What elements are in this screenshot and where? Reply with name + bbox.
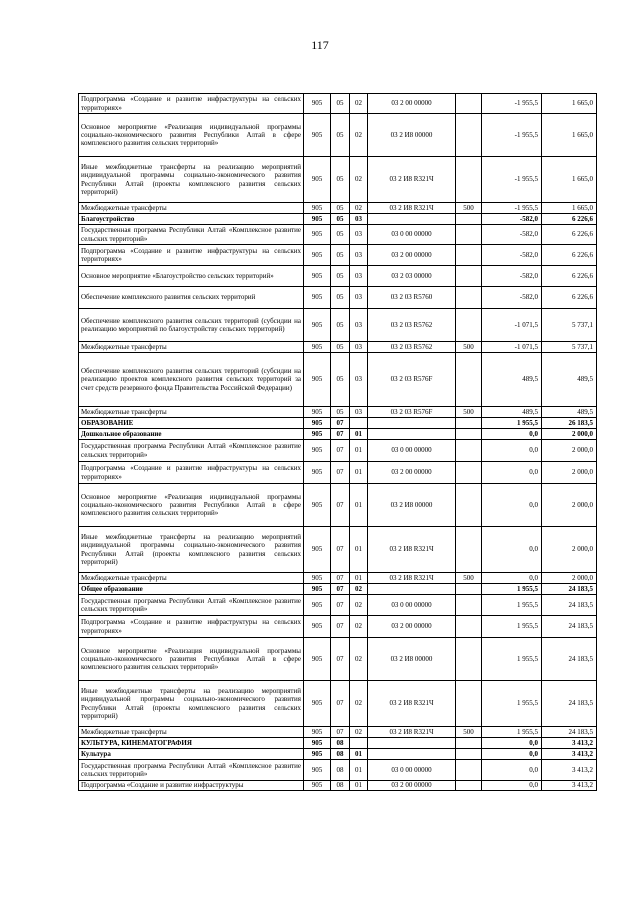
cell-pr: 02 <box>350 157 368 203</box>
cell-amount-2: 2 000,0 <box>542 573 597 584</box>
table-row <box>79 749 597 760</box>
cell-gr: 905 <box>304 418 331 429</box>
cell-amount-1: 1 955,5 <box>482 595 542 616</box>
cell-pr <box>350 738 368 749</box>
table-row <box>79 462 597 484</box>
cell-gr: 905 <box>304 266 331 287</box>
cell-pr: 01 <box>350 462 368 484</box>
budget-table <box>78 93 597 791</box>
cell-amount-2: 3 413,2 <box>542 781 597 791</box>
cell-amount-1: -1 955,5 <box>482 203 542 214</box>
cell-amount-1: 0,0 <box>482 484 542 527</box>
cell-amount-2: 489,5 <box>542 353 597 407</box>
cell-cs: 03 2 03 00000 <box>368 266 456 287</box>
cell-amount-1: 0,0 <box>482 429 542 440</box>
cell-gr: 905 <box>304 94 331 114</box>
cell-vr <box>456 440 482 462</box>
cell-rz: 05 <box>331 309 350 342</box>
cell-pr: 02 <box>350 681 368 727</box>
cell-amount-2: 1 665,0 <box>542 114 597 157</box>
cell-name: Дошкольное образование <box>79 429 304 440</box>
cell-rz: 05 <box>331 407 350 418</box>
cell-amount-1: 0,0 <box>482 462 542 484</box>
cell-cs: 03 2 03 R5760 <box>368 287 456 309</box>
cell-gr: 905 <box>304 738 331 749</box>
cell-name: Подпрограмма «Создание и развитие инфраструктуры на сельских территориях» <box>79 462 304 484</box>
cell-vr: 500 <box>456 407 482 418</box>
cell-vr <box>456 245 482 266</box>
cell-amount-1: 0,0 <box>482 760 542 781</box>
cell-vr: 500 <box>456 573 482 584</box>
cell-vr <box>456 484 482 527</box>
cell-name: Иные межбюджетные трансферты на реализацию мероприятий индивидуальной программы социально-экономического развития Республики Алтай (проекты комплексного развития сельских территорий) <box>79 681 304 727</box>
cell-amount-2: 2 000,0 <box>542 440 597 462</box>
cell-rz: 07 <box>331 727 350 738</box>
table-row <box>79 94 597 114</box>
table-row <box>79 681 597 727</box>
cell-name: Межбюджетные трансферты <box>79 727 304 738</box>
cell-cs: 03 2 И8 00000 <box>368 638 456 681</box>
cell-amount-2: 2 000,0 <box>542 484 597 527</box>
table-row <box>79 616 597 638</box>
cell-cs: 03 0 00 00000 <box>368 760 456 781</box>
cell-amount-1: 1 955,5 <box>482 584 542 595</box>
cell-cs: 03 2 И8 R321Ч <box>368 157 456 203</box>
table-row <box>79 309 597 342</box>
table-row <box>79 584 597 595</box>
cell-amount-1: 1 955,5 <box>482 638 542 681</box>
table-row <box>79 245 597 266</box>
table-row <box>79 527 597 573</box>
cell-pr: 03 <box>350 287 368 309</box>
cell-cs <box>368 584 456 595</box>
cell-pr: 03 <box>350 407 368 418</box>
table-row <box>79 484 597 527</box>
cell-cs: 03 2 00 00000 <box>368 245 456 266</box>
cell-amount-2: 3 413,2 <box>542 749 597 760</box>
cell-pr: 01 <box>350 749 368 760</box>
table-row <box>79 429 597 440</box>
cell-gr: 905 <box>304 214 331 225</box>
cell-vr <box>456 157 482 203</box>
cell-vr: 500 <box>456 342 482 353</box>
cell-gr: 905 <box>304 287 331 309</box>
cell-name: Общее образование <box>79 584 304 595</box>
cell-amount-1: -1 955,5 <box>482 114 542 157</box>
cell-name: Государственная программа Республики Алтай «Комплексное развитие сельских территорий» <box>79 760 304 781</box>
cell-gr: 905 <box>304 203 331 214</box>
cell-pr: 02 <box>350 595 368 616</box>
cell-gr: 905 <box>304 681 331 727</box>
cell-amount-1: 0,0 <box>482 738 542 749</box>
cell-rz: 07 <box>331 616 350 638</box>
cell-vr <box>456 462 482 484</box>
cell-amount-2: 1 665,0 <box>542 94 597 114</box>
cell-gr: 905 <box>304 527 331 573</box>
cell-cs: 03 2 00 00000 <box>368 616 456 638</box>
cell-gr: 905 <box>304 114 331 157</box>
cell-gr: 905 <box>304 484 331 527</box>
cell-name: Государственная программа Республики Алтай «Комплексное развитие сельских территорий» <box>79 595 304 616</box>
cell-amount-2: 6 226,6 <box>542 287 597 309</box>
cell-cs <box>368 749 456 760</box>
table-row <box>79 781 597 791</box>
cell-name: Государственная программа Республики Алтай «Комплексное развитие сельских территорий» <box>79 225 304 245</box>
table-row <box>79 214 597 225</box>
cell-name: Обеспечение комплексного развития сельских территорий <box>79 287 304 309</box>
cell-vr <box>456 760 482 781</box>
cell-vr <box>456 266 482 287</box>
cell-name: Благоустройство <box>79 214 304 225</box>
table-row <box>79 157 597 203</box>
cell-pr: 02 <box>350 114 368 157</box>
cell-pr: 02 <box>350 727 368 738</box>
cell-cs: 03 2 И8 R321Ч <box>368 573 456 584</box>
cell-rz: 07 <box>331 573 350 584</box>
cell-rz: 08 <box>331 781 350 791</box>
cell-cs: 03 2 И8 00000 <box>368 484 456 527</box>
cell-rz: 07 <box>331 418 350 429</box>
cell-amount-1: -582,0 <box>482 266 542 287</box>
cell-rz: 05 <box>331 94 350 114</box>
cell-amount-1: -1 071,5 <box>482 309 542 342</box>
cell-pr: 01 <box>350 573 368 584</box>
cell-gr: 905 <box>304 781 331 791</box>
table-row <box>79 638 597 681</box>
cell-name: ОБРАЗОВАНИЕ <box>79 418 304 429</box>
cell-gr: 905 <box>304 309 331 342</box>
table-row <box>79 418 597 429</box>
cell-pr: 02 <box>350 616 368 638</box>
cell-cs: 03 2 00 00000 <box>368 462 456 484</box>
cell-rz: 05 <box>331 245 350 266</box>
cell-pr: 03 <box>350 342 368 353</box>
cell-cs: 03 0 00 00000 <box>368 440 456 462</box>
cell-cs: 03 2 03 R576F <box>368 407 456 418</box>
cell-amount-1: 1 955,5 <box>482 727 542 738</box>
cell-cs: 03 2 00 00000 <box>368 781 456 791</box>
cell-pr: 02 <box>350 584 368 595</box>
cell-gr: 905 <box>304 440 331 462</box>
cell-amount-2: 6 226,6 <box>542 266 597 287</box>
cell-gr: 905 <box>304 407 331 418</box>
cell-amount-2: 5 737,1 <box>542 342 597 353</box>
cell-amount-2: 1 665,0 <box>542 157 597 203</box>
cell-gr: 905 <box>304 342 331 353</box>
cell-pr: 03 <box>350 214 368 225</box>
cell-pr: 03 <box>350 245 368 266</box>
cell-vr <box>456 114 482 157</box>
cell-amount-1: 489,5 <box>482 407 542 418</box>
cell-name: Межбюджетные трансферты <box>79 203 304 214</box>
cell-amount-1: 0,0 <box>482 440 542 462</box>
cell-vr <box>456 418 482 429</box>
cell-rz: 07 <box>331 440 350 462</box>
cell-pr: 02 <box>350 203 368 214</box>
cell-amount-1: -1 955,5 <box>482 94 542 114</box>
table-row <box>79 203 597 214</box>
cell-cs: 03 2 И8 00000 <box>368 114 456 157</box>
cell-gr: 905 <box>304 595 331 616</box>
cell-gr: 905 <box>304 749 331 760</box>
cell-amount-1: 0,0 <box>482 573 542 584</box>
cell-name: Межбюджетные трансферты <box>79 342 304 353</box>
cell-vr: 500 <box>456 727 482 738</box>
cell-gr: 905 <box>304 429 331 440</box>
cell-name: Основное мероприятие «Благоустройство сельских территорий» <box>79 266 304 287</box>
cell-rz: 08 <box>331 738 350 749</box>
cell-rz: 07 <box>331 484 350 527</box>
cell-vr <box>456 638 482 681</box>
cell-rz: 07 <box>331 595 350 616</box>
cell-vr <box>456 429 482 440</box>
cell-pr: 01 <box>350 429 368 440</box>
cell-vr <box>456 225 482 245</box>
cell-cs <box>368 418 456 429</box>
cell-amount-2: 3 413,2 <box>542 760 597 781</box>
cell-amount-2: 6 226,6 <box>542 225 597 245</box>
cell-rz: 07 <box>331 527 350 573</box>
cell-name: Обеспечение комплексного развития сельских территорий (субсидии на реализацию мероприятий по благоустройству сельских территорий) <box>79 309 304 342</box>
cell-vr: 500 <box>456 203 482 214</box>
cell-cs: 03 0 00 00000 <box>368 595 456 616</box>
cell-gr: 905 <box>304 353 331 407</box>
cell-amount-1: 1 955,5 <box>482 418 542 429</box>
cell-rz: 05 <box>331 266 350 287</box>
cell-pr: 03 <box>350 309 368 342</box>
cell-amount-1: 0,0 <box>482 781 542 791</box>
cell-name: Иные межбюджетные трансферты на реализацию мероприятий индивидуальной программы социально-экономического развития Республики Алтай (проекты комплексного развития сельских территорий) <box>79 157 304 203</box>
cell-amount-1: 489,5 <box>482 353 542 407</box>
cell-pr: 03 <box>350 225 368 245</box>
cell-cs: 03 2 03 R5762 <box>368 342 456 353</box>
cell-amount-1: -582,0 <box>482 214 542 225</box>
cell-pr: 01 <box>350 760 368 781</box>
cell-vr <box>456 94 482 114</box>
cell-gr: 905 <box>304 225 331 245</box>
cell-amount-2: 24 183,5 <box>542 681 597 727</box>
cell-gr: 905 <box>304 245 331 266</box>
cell-amount-2: 3 413,2 <box>542 738 597 749</box>
cell-amount-2: 24 183,5 <box>542 638 597 681</box>
cell-gr: 905 <box>304 573 331 584</box>
table-row <box>79 573 597 584</box>
cell-cs: 03 2 И8 R321Ч <box>368 681 456 727</box>
table-row <box>79 225 597 245</box>
cell-cs: 03 2 И8 R321Ч <box>368 527 456 573</box>
cell-rz: 07 <box>331 638 350 681</box>
cell-amount-2: 2 000,0 <box>542 527 597 573</box>
cell-pr: 03 <box>350 353 368 407</box>
cell-amount-1: -1 955,5 <box>482 157 542 203</box>
cell-cs <box>368 214 456 225</box>
cell-vr <box>456 309 482 342</box>
cell-amount-1: -582,0 <box>482 225 542 245</box>
cell-pr: 02 <box>350 638 368 681</box>
cell-name: Обеспечение комплексного развития сельских территорий (субсидии на реализацию проектов комплексного развития сельских территорий за счет средств резервного фонда Правительства Российской Федерации) <box>79 353 304 407</box>
cell-amount-2: 24 183,5 <box>542 595 597 616</box>
cell-vr <box>456 287 482 309</box>
cell-vr <box>456 749 482 760</box>
cell-vr <box>456 738 482 749</box>
cell-vr <box>456 584 482 595</box>
cell-pr: 02 <box>350 94 368 114</box>
cell-name: Подпрограмма «Создание и развитие инфраструктуры на сельских территориях» <box>79 94 304 114</box>
table-row <box>79 440 597 462</box>
cell-gr: 905 <box>304 584 331 595</box>
cell-pr: 01 <box>350 527 368 573</box>
cell-amount-2: 6 226,6 <box>542 245 597 266</box>
cell-amount-2: 24 183,5 <box>542 584 597 595</box>
cell-cs <box>368 429 456 440</box>
cell-rz: 05 <box>331 225 350 245</box>
cell-name: Основное мероприятие «Реализация индивидуальной программы социально-экономического развития Республики Алтай в сфере комплексного развития сельских территорий» <box>79 114 304 157</box>
table-row <box>79 266 597 287</box>
cell-pr: 01 <box>350 440 368 462</box>
cell-amount-1: 1 955,5 <box>482 616 542 638</box>
cell-pr: 03 <box>350 266 368 287</box>
cell-rz: 05 <box>331 203 350 214</box>
table-row <box>79 342 597 353</box>
cell-amount-2: 1 665,0 <box>542 203 597 214</box>
cell-amount-2: 6 226,6 <box>542 214 597 225</box>
cell-amount-1: 0,0 <box>482 749 542 760</box>
cell-rz: 05 <box>331 157 350 203</box>
table-row <box>79 287 597 309</box>
cell-rz: 05 <box>331 214 350 225</box>
cell-amount-1: -582,0 <box>482 245 542 266</box>
cell-pr: 01 <box>350 781 368 791</box>
cell-cs: 03 2 03 R5762 <box>368 309 456 342</box>
cell-amount-2: 489,5 <box>542 407 597 418</box>
cell-name: Подпрограмма «Создание и развитие инфраструктуры на сельских территориях» <box>79 245 304 266</box>
cell-amount-2: 24 183,5 <box>542 616 597 638</box>
cell-name: Культура <box>79 749 304 760</box>
cell-vr <box>456 214 482 225</box>
cell-cs <box>368 738 456 749</box>
table-row <box>79 407 597 418</box>
table-row <box>79 595 597 616</box>
cell-name: Межбюджетные трансферты <box>79 573 304 584</box>
cell-name: Государственная программа Республики Алтай «Комплексное развитие сельских территорий» <box>79 440 304 462</box>
cell-gr: 905 <box>304 638 331 681</box>
cell-gr: 905 <box>304 760 331 781</box>
table-row <box>79 353 597 407</box>
cell-rz: 08 <box>331 749 350 760</box>
cell-rz: 08 <box>331 760 350 781</box>
cell-amount-1: 1 955,5 <box>482 681 542 727</box>
cell-cs: 03 2 И8 R321Ч <box>368 203 456 214</box>
cell-cs: 03 0 00 00000 <box>368 225 456 245</box>
cell-amount-1: -1 071,5 <box>482 342 542 353</box>
cell-vr <box>456 616 482 638</box>
cell-gr: 905 <box>304 727 331 738</box>
cell-vr <box>456 595 482 616</box>
cell-rz: 07 <box>331 462 350 484</box>
cell-cs: 03 2 00 00000 <box>368 94 456 114</box>
cell-vr <box>456 681 482 727</box>
cell-rz: 07 <box>331 584 350 595</box>
cell-name: Межбюджетные трансферты <box>79 407 304 418</box>
cell-vr <box>456 353 482 407</box>
cell-amount-2: 5 737,1 <box>542 309 597 342</box>
cell-cs: 03 2 03 R576F <box>368 353 456 407</box>
cell-rz: 05 <box>331 287 350 309</box>
table-row <box>79 114 597 157</box>
cell-gr: 905 <box>304 462 331 484</box>
cell-name: Основное мероприятие «Реализация индивидуальной программы социально-экономического развития Республики Алтай в сфере комплексного развития сельских территорий» <box>79 484 304 527</box>
cell-rz: 05 <box>331 114 350 157</box>
cell-amount-2: 26 183,5 <box>542 418 597 429</box>
cell-name: Иные межбюджетные трансферты на реализацию мероприятий индивидуальной программы социально-экономического развития Республики Алтай (проекты комплексного развития сельских территорий) <box>79 527 304 573</box>
cell-cs: 03 2 И8 R321Ч <box>368 727 456 738</box>
cell-gr: 905 <box>304 616 331 638</box>
cell-rz: 05 <box>331 353 350 407</box>
cell-pr: 01 <box>350 484 368 527</box>
cell-gr: 905 <box>304 157 331 203</box>
cell-amount-1: 0,0 <box>482 527 542 573</box>
cell-amount-2: 2 000,0 <box>542 429 597 440</box>
cell-name: Подпрограмма «Создание и развитие инфраструктуры на сельских территориях» <box>79 616 304 638</box>
cell-vr <box>456 781 482 791</box>
cell-rz: 05 <box>331 342 350 353</box>
cell-amount-1: -582,0 <box>482 287 542 309</box>
cell-rz: 07 <box>331 429 350 440</box>
table-row <box>79 738 597 749</box>
table-row <box>79 760 597 781</box>
page-number: 117 <box>311 38 329 52</box>
cell-rz: 07 <box>331 681 350 727</box>
cell-name: Основное мероприятие «Реализация индивидуальной программы социально-экономического развития Республики Алтай в сфере комплексного развития сельских территорий» <box>79 638 304 681</box>
cell-amount-2: 24 183,5 <box>542 727 597 738</box>
cell-pr <box>350 418 368 429</box>
table-row <box>79 727 597 738</box>
cell-name: Подпрограмма «Создание и развитие инфраструктуры <box>79 781 304 791</box>
cell-amount-2: 2 000,0 <box>542 462 597 484</box>
cell-vr <box>456 527 482 573</box>
cell-name: КУЛЬТУРА, КИНЕМАТОГРАФИЯ <box>79 738 304 749</box>
